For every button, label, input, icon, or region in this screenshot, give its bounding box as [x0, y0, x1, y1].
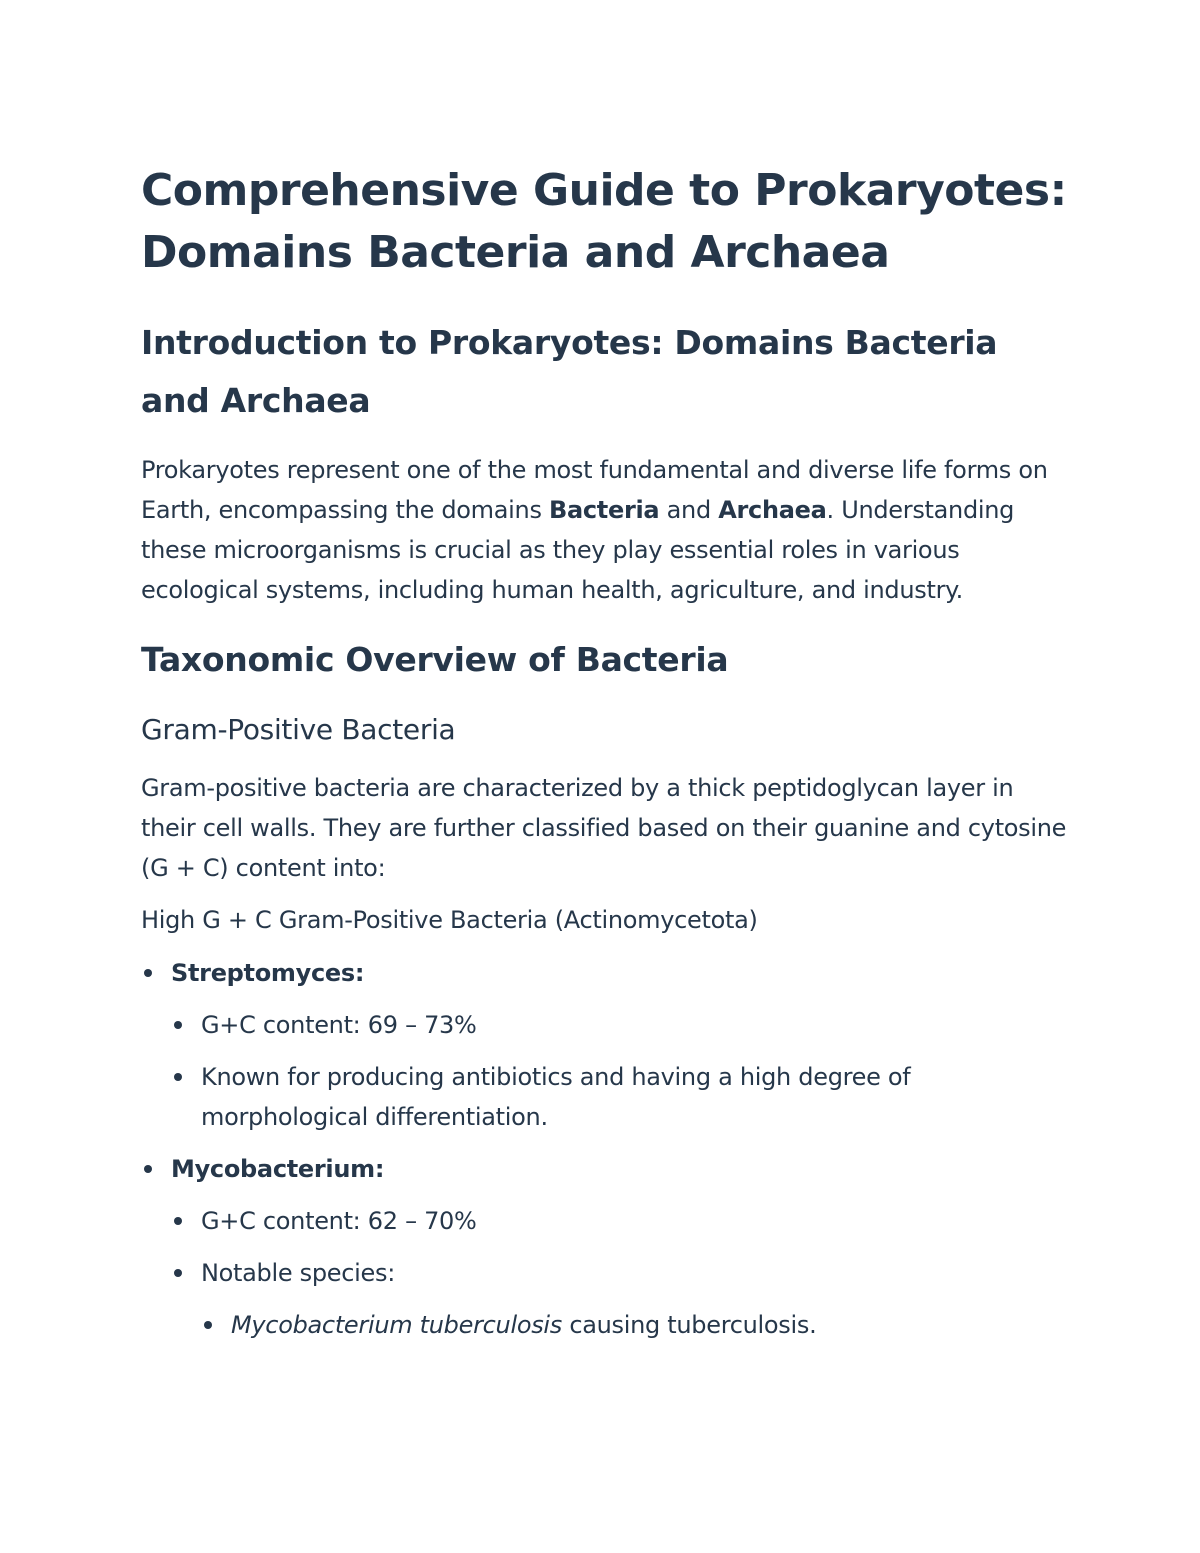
intro-bold-archaea: Archaea	[718, 496, 827, 524]
bullet-icon	[174, 1021, 182, 1029]
document-page	[141, 160, 1071, 1357]
detail-text: Notable species:	[201, 1259, 395, 1287]
list-item	[201, 1305, 1071, 1345]
list-item	[171, 1253, 1071, 1345]
genus-name: Mycobacterium:	[171, 1155, 385, 1183]
bullet-icon	[174, 1073, 182, 1081]
taxonomy-heading: Taxonomic Overview of Bacteria	[141, 640, 729, 679]
intro-paragraph	[141, 450, 1071, 610]
mycobacterium-details	[171, 1201, 1071, 1345]
detail-text: Known for producing antibiotics and having a high degree of morphological differentiation.	[201, 1063, 911, 1131]
intro-bold-bacteria: Bacteria	[548, 496, 660, 524]
bullet-icon	[174, 1217, 182, 1225]
streptomyces-details	[171, 1005, 1071, 1137]
species-list	[201, 1305, 1071, 1345]
genus-list	[141, 953, 1071, 1345]
intro-heading: Introduction to Prokaryotes: Domains Bacteria and Archaea	[141, 323, 998, 420]
genus-name: Streptomyces:	[171, 959, 365, 987]
list-item-mycobacterium	[141, 1149, 1071, 1345]
detail-text: G+C content: 62 – 70%	[201, 1207, 477, 1235]
bullet-icon	[204, 1321, 212, 1329]
gram-positive-paragraph: Gram-positive bacteria are characterized by a thick peptidoglycan layer in their cell walls. They are further classified based on their guanine and cytosine (G + C) content into:	[141, 774, 1067, 882]
intro-text-part2: and	[659, 496, 719, 524]
detail-text: G+C content: 69 – 73%	[201, 1011, 477, 1039]
species-desc: causing tuberculosis.	[561, 1311, 817, 1339]
bullet-icon	[144, 1165, 152, 1173]
high-gc-subheading: High G + C Gram-Positive Bacteria (Actinomycetota)	[141, 906, 758, 934]
gram-positive-heading: Gram-Positive Bacteria	[141, 713, 456, 746]
intro-text-part1: Prokaryotes represent one of the most fundamental and diverse life forms on Earth, encompassing the domains	[141, 456, 1048, 524]
list-item-streptomyces	[141, 953, 1071, 1137]
document-title: Comprehensive Guide to Prokaryotes: Domains Bacteria and Archaea	[141, 165, 1067, 278]
bullet-icon	[174, 1269, 182, 1277]
intro-text-part3: . Understanding these microorganisms is crucial as they play essential roles in various ecological systems, including human health, agriculture, and industry.	[141, 496, 1015, 604]
bullet-icon	[144, 969, 152, 977]
list-item	[171, 1057, 1071, 1137]
list-item	[171, 1201, 1071, 1241]
list-item	[171, 1005, 1071, 1045]
species-name: Mycobacterium tuberculosis	[231, 1311, 562, 1339]
